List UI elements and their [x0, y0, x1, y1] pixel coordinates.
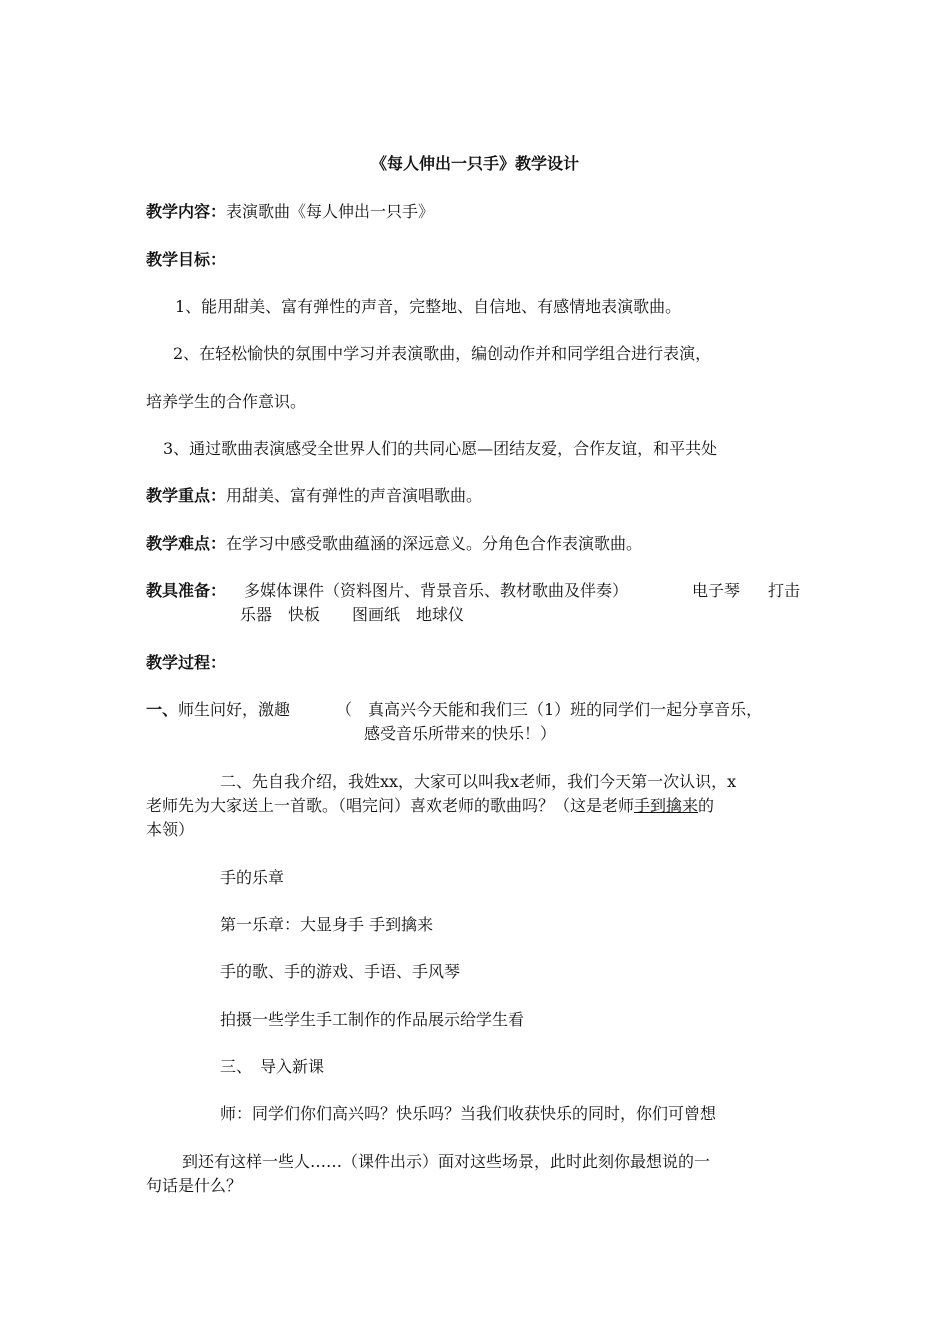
step-2-line-2-a: 老师先为大家送上一首歌。（唱完问）喜欢老师的歌曲吗？（这是老师	[146, 796, 635, 815]
list-item: 手的乐章	[220, 868, 285, 887]
list-item: 三、 导入新课	[220, 1057, 325, 1076]
goals-label: 教学目标：	[146, 250, 227, 269]
process-label: 教学过程：	[146, 653, 227, 672]
content-label: 教学内容：	[146, 202, 227, 221]
step-1	[146, 700, 763, 720]
content-text: 表演歌曲《每人伸出一只手》	[226, 202, 435, 221]
key-label: 教学重点：	[146, 486, 227, 505]
step-1-head: 一、	[146, 700, 179, 719]
step-2-line-2	[146, 796, 714, 816]
step-1-note-1: （ 真高兴今天能和我们三（1）班的同学们一起分享音乐，	[336, 700, 763, 719]
goal-1: 1、能用甜美、富有弹性的声音，完整地、自信地、有感情地表演歌曲。	[175, 297, 682, 316]
tools-text-1: 多媒体课件（资料图片、背景音乐、教材歌曲及伴奏）	[244, 581, 629, 600]
key-text: 用甜美、富有弹性的声音演唱歌曲。	[226, 486, 483, 505]
step-2-line-2-b: 的	[698, 796, 715, 815]
list-item: 第一乐章：大显身手 手到擒来	[220, 915, 434, 934]
difficulty-label: 教学难点：	[146, 534, 227, 553]
tools-text-3: 打击	[768, 581, 801, 600]
list-item: 师：同学们你们高兴吗？快乐吗？当我们收获快乐的同时，你们可曾想	[220, 1104, 717, 1123]
goal-2-line-1: 2、在轻松愉快的氛围中学习并表演歌曲，编创动作并和同学组合进行表演，	[173, 344, 712, 363]
teaching-content	[146, 202, 434, 222]
step-2-line-3: 本领）	[146, 820, 195, 839]
tools-text-2: 电子琴	[692, 581, 741, 600]
tools-label: 教具准备：	[146, 581, 227, 600]
tools-line-2: 乐器 快板 图画纸 地球仪	[240, 605, 465, 624]
difficulty-points	[146, 534, 642, 554]
list-item: 拍摄一些学生手工制作的作品展示给学生看	[220, 1010, 525, 1029]
tools-line-1	[146, 581, 801, 601]
step-2-underlined: 手到擒来	[634, 796, 699, 815]
list-item: 手的歌、手的游戏、手语、手风琴	[220, 962, 461, 981]
step-2-line-1: 二、先自我介绍，我姓xx，大家可以叫我x老师，我们今天第一次认识，x	[220, 772, 737, 791]
page-title: 《每人伸出一只手》教学设计	[370, 154, 579, 173]
step-1-text: 师生问好，激趣	[178, 700, 291, 719]
goal-3: 3、通过歌曲表演感受全世界人们的共同心愿—团结友爱，合作友谊，和平共处	[163, 439, 718, 458]
step-1-note-2: 感受音乐所带来的快乐！）	[364, 724, 557, 743]
continuation-2: 句话是什么？	[146, 1176, 243, 1195]
continuation-1: 到还有这样一些人……（课件出示）面对这些场景，此时此刻你最想说的一	[182, 1152, 711, 1171]
key-points	[146, 486, 482, 506]
difficulty-text: 在学习中感受歌曲蕴涵的深远意义。分角色合作表演歌曲。	[226, 534, 643, 553]
goal-2-line-2: 培养学生的合作意识。	[146, 392, 307, 411]
